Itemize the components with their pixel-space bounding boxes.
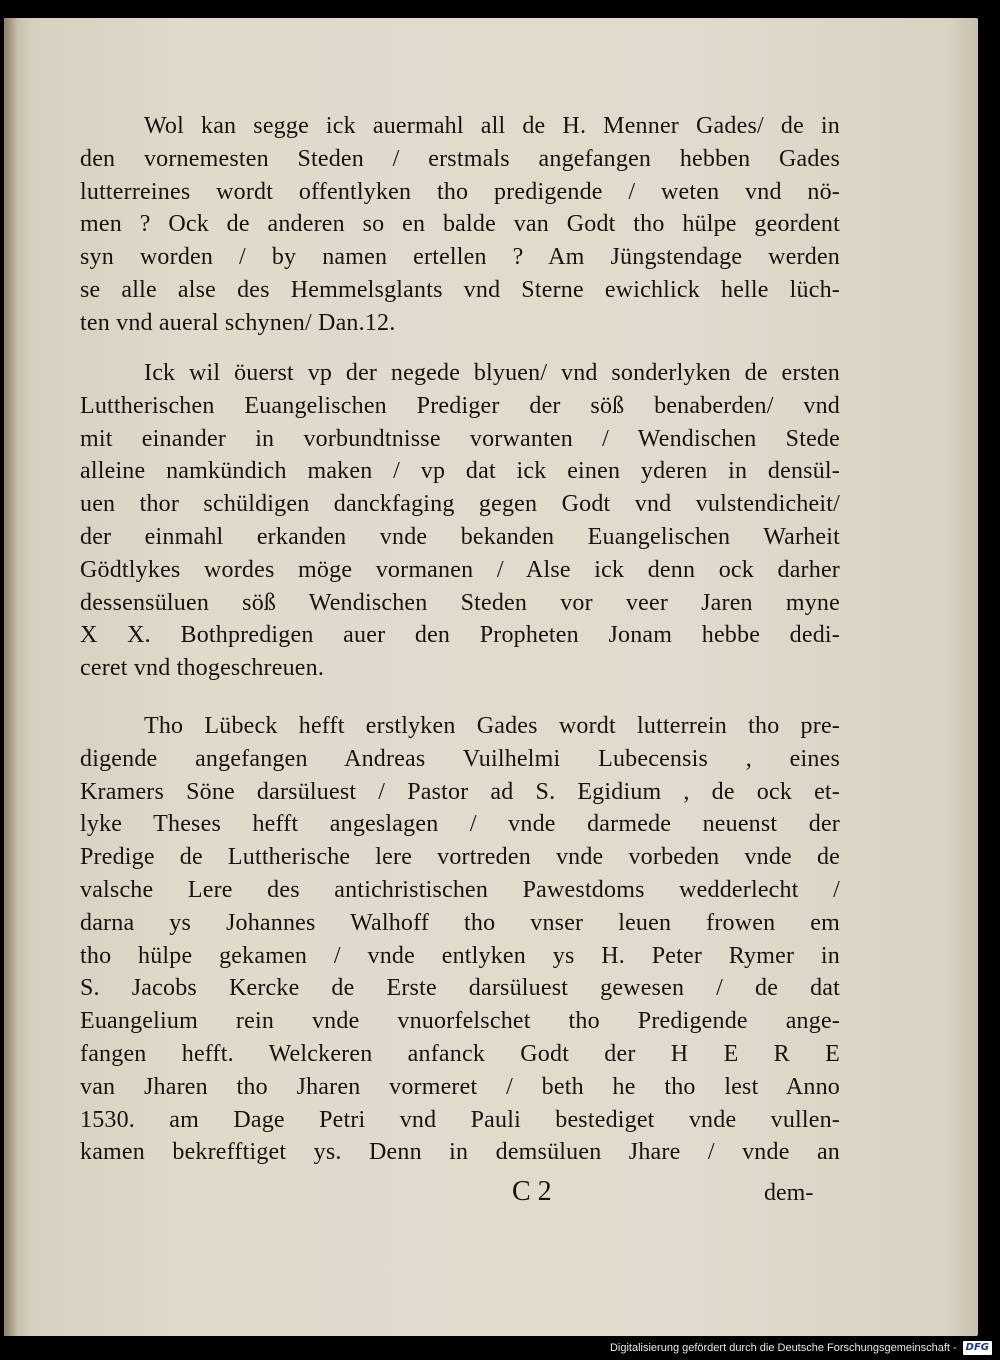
paragraph-3	[80, 710, 840, 1169]
text-line: digende angefangen Andreas Vuilhelmi Lubecensis , eines	[80, 745, 840, 772]
digitization-footer	[610, 1338, 992, 1358]
footer-credit-text: Digitalisierung gefördert durch die Deutsche Forschungsgemeinschaft -	[609, 1342, 957, 1354]
text-line: Gödtlykes wordes möge vormanen / Alse ick denn ock darher	[80, 556, 840, 583]
text-line: ten vnd aueral schynen/ Dan.12.	[80, 309, 396, 336]
text-line: Wol kan segge ick auermahl all de H. Menner Gades/ de in	[144, 113, 840, 139]
text-line: Tho Lübeck hefft erstlyken Gades wordt lutterrein tho pre-	[144, 713, 840, 739]
text-line: lyke Theses hefft angeslagen / vnde darmede neuenst der	[80, 811, 840, 838]
text-line: Ick wil öuerst vp der negede blyuen/ vnd sonderlyken de ersten	[144, 360, 840, 386]
book-page	[4, 18, 978, 1336]
text-line: den vornemesten Steden / erstmals angefangen hebben Gades	[80, 145, 840, 172]
page-gutter-shadow	[4, 18, 18, 1336]
text-line: darna ys Johannes Walhoff tho vnser leuen frowen em	[80, 909, 840, 936]
text-line: Luttherischen Euangelischen Prediger der söß benaberden/ vnd	[80, 392, 840, 419]
paragraph-1	[80, 110, 840, 340]
text-line: alleine namkündich maken / vp dat ick einen yderen in densül-	[80, 458, 840, 485]
text-line: ceret vnd thogeschreuen.	[80, 655, 325, 682]
text-line: Predige de Luttherische lere vortreden vnde vorbeden vnde de	[80, 844, 840, 871]
text-line: kamen bekrefftiget ys. Denn in demsüluen Jhare / vnde an	[80, 1139, 840, 1166]
text-line: Euangelium rein vnde vnuorfelschet tho Predigende ange-	[80, 1008, 840, 1035]
text-line: men ? Ock de anderen so en balde van Godt tho hülpe geordent	[80, 211, 840, 238]
text-line: der einmahl erkanden vnde bekanden Euangelischen Warheit	[80, 523, 840, 550]
text-line: valsche Lere des antichristischen Pawestdoms wedderlecht /	[80, 876, 840, 903]
text-line: uen thor schüldigen danckfaging gegen Godt vnd vulstendicheit/	[80, 491, 840, 518]
catchword: dem-	[764, 1180, 814, 1206]
text-line: lutterreines wordt offentlyken tho predigende / weten vnd nö-	[80, 178, 840, 205]
text-line: X X. Bothpredigen auer den Propheten Jonam hebbe dedi-	[80, 622, 840, 649]
text-line: dessensüluen söß Wendischen Steden vor veer Jaren myne	[80, 589, 840, 616]
text-line: 1530. am Dage Petri vnd Pauli bestediget vnde vullen-	[80, 1106, 840, 1133]
text-line: tho hülpe gekamen / vnde entlyken ys H. Peter Rymer in	[80, 942, 840, 969]
signature-mark: C 2	[512, 1176, 552, 1207]
text-line: S. Jacobs Kercke de Erste darsüluest gewesen / de dat	[80, 975, 840, 1002]
text-line: Kramers Söne darsüluest / Pastor ad S. Egidium , de ock et-	[80, 778, 840, 805]
text-line: fangen hefft. Welckeren anfanck Godt der H E R E	[80, 1040, 840, 1067]
text-line: se alle alse des Hemmelsglants vnd Sterne ewichlick helle lüch-	[80, 276, 840, 303]
text-line: syn worden / by namen ertellen ? Am Jüngstendage werden	[80, 244, 840, 271]
paragraph-2	[80, 357, 840, 685]
text-line: van Jharen tho Jharen vormeret / beth he tho lest Anno	[80, 1073, 840, 1100]
dfg-logo[interactable]: DFG	[963, 1341, 992, 1355]
text-line: mit einander in vorbundtnisse vorwanten / Wendischen Stede	[80, 425, 840, 452]
